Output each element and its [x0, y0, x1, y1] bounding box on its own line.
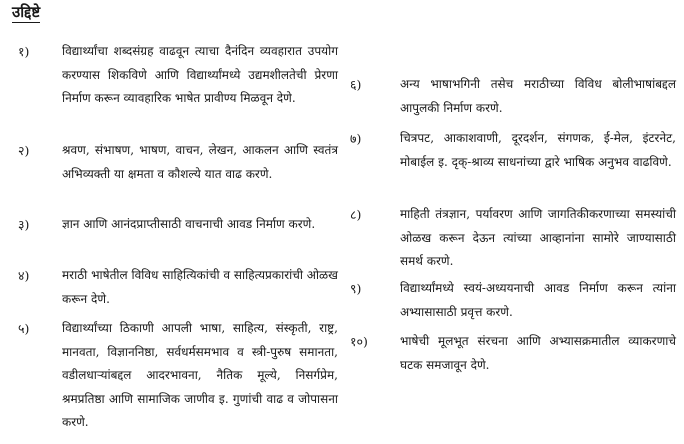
- objective-number: २): [18, 143, 30, 158]
- objective-item-2: [18, 139, 338, 186]
- objective-number: ३): [18, 217, 30, 232]
- objective-text: विद्यार्थ्यांमध्ये स्वयं-अध्ययनाची आवड निर्माण करून त्यांना अभ्यासासाठी प्रवृत्त करणे.: [400, 281, 676, 319]
- objective-text: श्रवण, संभाषण, भाषण, वाचन, लेखन, आकलन आणि स्वतंत्र अभिव्यक्ती या क्षमता व कौशल्ये यात वाढ करणे.: [62, 143, 338, 181]
- objective-item-10: [350, 330, 676, 377]
- objective-text: विद्यार्थ्यांच्या ठिकाणी आपली भाषा, साहित्य, संस्कृती, राष्ट्र, मानवता, विज्ञाननिष्ठा, सर्वधर्मसमभाव व स्त्री-पुरुष समानता, वडीलधाऱ्यांबद्दल आदरभावना, नैतिक मूल्ये, निसर्गप्रेम, श्रमप्रतिष्ठा आणि सामाजिक जाणीव इ. गुणांची वाढ व जोपासना करणे.: [62, 321, 338, 429]
- objective-number: ८): [350, 207, 362, 222]
- objective-text: विद्यार्थ्यांचा शब्दसंग्रह वाढवून त्याचा दैनंदिन व्यवहारात उपयोग करण्यास शिकविणे आणि विद्यार्थ्यांमध्ये उद्यमशीलतेची प्रेरणा निर्माण करून व्यावहारिक भाषेत प्रावीण्य मिळवून देणे.: [62, 44, 338, 105]
- objective-text: अन्य भाषाभगिनी तसेच मराठीच्या विविध बोलीभाषांबद्दल आपुलकी निर्माण करणे.: [400, 77, 676, 115]
- objective-number: ४): [18, 268, 30, 283]
- objective-number: १०): [350, 334, 368, 349]
- objective-item-9: [350, 277, 676, 324]
- objective-item-5: [18, 317, 338, 435]
- objective-text: भाषेची मूलभूत संरचना आणि अभ्यासक्रमातील व्याकरणाचे घटक समजावून देणे.: [400, 334, 676, 372]
- objective-text: चित्रपट, आकाशवाणी, दूरदर्शन, संगणक, ई-मेल, इंटरनेट, मोबाईल इ. दृक्-श्राव्य साधनांच्या द्वारे भाषिक अनुभव वाढविणे.: [400, 131, 676, 169]
- objective-item-6: [350, 73, 676, 120]
- objectives-heading: उद्दिष्टे: [12, 3, 41, 21]
- objective-text: माहिती तंत्रज्ञान, पर्यावरण आणि जागतिकीकरणाच्या समस्यांची ओळख करून देऊन त्यांच्या आव्हानांना सामोरे जाण्यासाठी समर्थ करणे.: [400, 207, 676, 268]
- objective-number: ७): [350, 131, 362, 146]
- objective-number: ६): [350, 77, 362, 92]
- objective-text: मराठी भाषेतील विविध साहित्यिकांची व साहित्यप्रकारांची ओळख करून देणे.: [62, 268, 338, 306]
- objective-number: ५): [18, 321, 30, 336]
- objective-item-4: [18, 264, 338, 311]
- objective-text: ज्ञान आणि आनंदप्राप्तीसाठी वाचनाची आवड निर्माण करणे.: [62, 217, 316, 231]
- objective-item-1: [18, 40, 338, 111]
- objective-item-8: [350, 203, 676, 274]
- objective-number: ९): [350, 281, 362, 296]
- objective-item-3: [18, 213, 338, 237]
- objective-number: १): [18, 44, 30, 59]
- objective-item-7: [350, 127, 676, 174]
